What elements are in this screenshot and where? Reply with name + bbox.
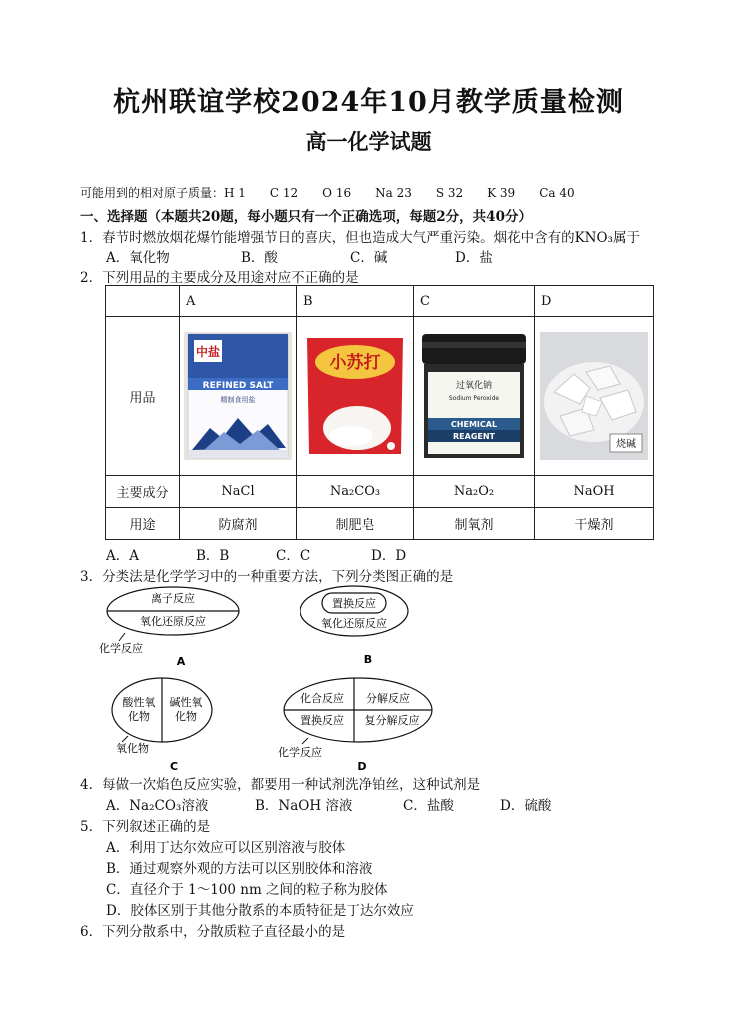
q2-option-b[interactable]: B．B [196, 548, 230, 564]
q2-stem: 2．下列用品的主要成分及用途对应不正确的是 [80, 270, 359, 286]
q3a-letter: A [176, 655, 186, 668]
peroxide-en-text: Sodium Peroxide [448, 395, 500, 402]
q3c-left-label-2: 化物 [128, 710, 150, 723]
q1-stem: 1．春节时燃放烟花爆竹能增强节日的喜庆，但也造成大气严重污染。烟花中含有的KNO₃属于 [80, 230, 640, 246]
exam-subtitle: 高一化学试题 [305, 129, 432, 154]
baking-soda-package-image [301, 332, 409, 460]
q3d-top-right-label: 分解反应 [366, 692, 410, 705]
q3d-top-left-label: 化合反应 [300, 692, 344, 705]
q3a-bottom-label: 氧化还原反应 [140, 615, 206, 628]
q2-image-c [414, 317, 535, 476]
q5-option-b[interactable]: B．通过观察外观的方法可以区别胶体和溶液 [106, 861, 373, 877]
q3d-bottom-left-label: 置换反应 [300, 714, 344, 727]
peroxide-cn-text: 过氧化钠 [455, 381, 493, 391]
q2-row-label-product: 用品 [106, 317, 180, 476]
q3-diagram-b[interactable] [300, 583, 420, 669]
reagent-band-text: REAGENT [453, 432, 495, 441]
q2-use-a: 防腐剂 [180, 508, 297, 540]
q1-option-b[interactable]: B．酸 [241, 250, 278, 266]
q5-option-a[interactable]: A．利用丁达尔效应可以区别溶液与胶体 [106, 840, 346, 856]
q3a-outer-label: 化学反应 [99, 642, 143, 655]
atomic-masses: 可能用到的相对原子质量：H 1 C 12 O 16 Na 23 S 32 K 39 Ca 40 [80, 186, 575, 200]
q1-option-a[interactable]: A．氧化物 [106, 250, 170, 266]
q2-image-b [297, 317, 414, 476]
q2-use-b: 制肥皂 [297, 508, 414, 540]
q5-stem: 5．下列叙述正确的是 [80, 819, 211, 835]
q2-option-a[interactable]: A．A [106, 548, 139, 564]
q2-col-b: B [297, 286, 414, 317]
q3d-outer-label: 化学反应 [278, 746, 322, 759]
q2-component-a: NaCl [180, 476, 297, 508]
q3c-left-label-1: 酸性氧 [122, 696, 156, 709]
q5-option-c[interactable]: C．直径介于 1～100 nm 之间的粒子称为胶体 [106, 882, 388, 898]
q2-option-c[interactable]: C．C [276, 548, 311, 564]
chemical-band-text: CHEMICAL [450, 420, 498, 429]
q4-option-c[interactable]: C．盐酸 [403, 798, 454, 814]
q3b-outer-label: 氧化还原反应 [321, 617, 387, 630]
q4-option-b[interactable]: B．NaOH 溶液 [255, 798, 353, 814]
q2-col-c: C [414, 286, 535, 317]
q2-image-a [180, 317, 297, 476]
q2-col-d: D [535, 286, 654, 317]
q3a-top-label: 离子反应 [151, 592, 195, 605]
q3b-letter: B [363, 653, 373, 666]
caustic-soda-flakes-image [540, 332, 648, 460]
q3d-bottom-right-label: 复分解反应 [364, 714, 420, 727]
salt-name-text: REFINED SALT [202, 381, 274, 391]
q3-diagram-c[interactable] [102, 676, 242, 774]
q2-corner-cell [106, 286, 180, 317]
q3c-outer-label: 氧化物 [116, 742, 149, 755]
q2-row-label-component: 主要成分 [106, 476, 180, 508]
q2-option-d[interactable]: D．D [371, 548, 407, 564]
q6-stem: 6．下列分散系中，分散质粒子直径最小的是 [80, 924, 346, 940]
q3c-right-label-1: 碱性氧 [169, 696, 203, 709]
q4-option-a[interactable]: A．Na₂CO₃溶液 [106, 798, 209, 814]
q3c-letter: C [169, 760, 179, 773]
salt-sub-text: 精制食用盐 [220, 396, 256, 404]
q2-component-d: NaOH [535, 476, 654, 508]
q4-stem: 4．每做一次焰色反应实验，都要用一种试剂洗净铂丝，这种试剂是 [80, 777, 481, 793]
q2-col-a: A [180, 286, 297, 317]
q3c-right-label-2: 化物 [175, 710, 197, 723]
q2-image-d [535, 317, 654, 476]
caustic-soda-label-text: 烧碱 [616, 439, 636, 450]
baking-soda-name-text: 小苏打 [329, 353, 381, 373]
q2-use-d: 干燥剂 [535, 508, 654, 540]
sodium-peroxide-jar-image [420, 332, 528, 460]
q1-option-c[interactable]: C．碱 [350, 250, 388, 266]
q3d-letter: D [357, 760, 367, 773]
q2-table [105, 285, 654, 540]
q3-diagram-d[interactable] [276, 676, 436, 774]
q5-option-d[interactable]: D．胶体区别于其他分散系的本质特征是丁达尔效应 [106, 903, 414, 919]
q3-diagram-a[interactable] [95, 583, 245, 669]
salt-brand-text: 中盐 [195, 345, 221, 359]
exam-title: 杭州联谊学校2024年10月教学质量检测 [113, 87, 624, 118]
section-heading: 一、选择题（本题共20题，每小题只有一个正确选项，每题2分，共40分） [80, 209, 532, 225]
q2-component-c: Na₂O₂ [414, 476, 535, 508]
q2-row-label-use: 用途 [106, 508, 180, 540]
q2-component-b: Na₂CO₃ [297, 476, 414, 508]
q4-option-d[interactable]: D．硫酸 [500, 798, 552, 814]
refined-salt-package-image [184, 332, 292, 460]
q3-stem: 3．分类法是化学学习中的一种重要方法，下列分类图正确的是 [80, 569, 454, 585]
q2-use-c: 制氧剂 [414, 508, 535, 540]
q1-option-d[interactable]: D．盐 [455, 250, 493, 266]
q3b-inner-label: 置换反应 [332, 597, 376, 610]
